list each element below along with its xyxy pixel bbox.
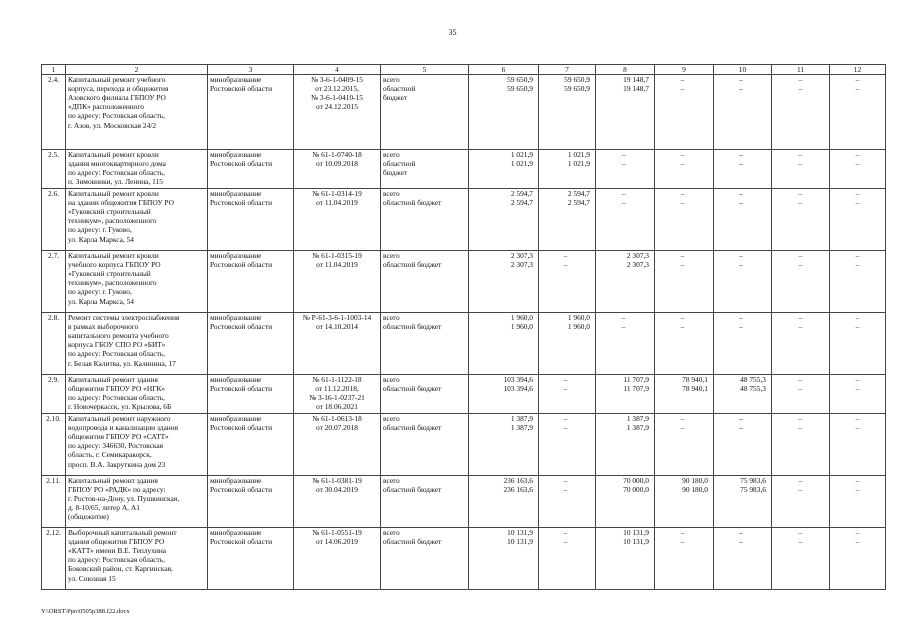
amount-col-10-value: 48 755,3 (740, 375, 766, 385)
funding-source-value: всего (383, 414, 400, 424)
amount-col-10 (714, 414, 772, 476)
table-row (42, 251, 886, 313)
funding-source-value: всего (383, 251, 400, 261)
amount-col-12-value: – (855, 476, 860, 486)
total-amount (469, 150, 539, 189)
amount-col-11-value: – (798, 150, 803, 160)
amount-col-11 (772, 251, 830, 313)
amount-col-11-value: – (798, 198, 803, 208)
amount-col-8-value: 70 000,0 (623, 476, 649, 486)
column-header-12: 12 (830, 65, 886, 75)
total-amount (469, 251, 539, 313)
amount-col-8-value: 10 131,9 (623, 537, 649, 547)
total-amount-value: 1 387,9 (510, 414, 533, 424)
total-amount-value: 2 307,3 (510, 251, 533, 261)
amount-col-10-value: – (739, 537, 743, 547)
amount-col-7-value: 2 594,7 (567, 198, 590, 208)
amount-col-12 (830, 313, 886, 375)
amount-col-12 (830, 476, 886, 528)
amount-col-10-value: – (739, 313, 743, 323)
total-amount-value: 103 394,6 (503, 384, 533, 394)
amount-col-10-value: – (739, 528, 743, 538)
amount-col-10-value: – (739, 423, 743, 433)
amount-col-9 (655, 313, 714, 375)
amount-col-10-value: 75 983,6 (740, 476, 766, 486)
amount-col-9 (655, 75, 714, 150)
amount-col-10-value: – (739, 414, 743, 424)
funding-source-value: всего (383, 150, 400, 160)
amount-col-9-value: – (680, 75, 685, 85)
amount-col-10 (714, 313, 772, 375)
total-amount-value: 10 131,9 (507, 528, 533, 538)
amount-col-9-value: – (680, 260, 685, 270)
total-amount (469, 414, 539, 476)
amount-col-11-value: – (798, 485, 803, 495)
table-row (42, 189, 886, 251)
amount-col-7 (539, 251, 596, 313)
page-number: 35 (448, 28, 457, 37)
amount-col-9 (655, 150, 714, 189)
table-row (42, 528, 886, 590)
amount-col-12-value: – (855, 485, 860, 495)
amount-col-8 (596, 150, 655, 189)
amount-col-9-value: – (680, 313, 685, 323)
amount-col-11-value: – (798, 528, 803, 538)
row-number: 2.10. (42, 414, 66, 476)
total-amount-value: 1 021,9 (510, 150, 533, 160)
funding-source (381, 75, 469, 150)
funding-source-value: областной бюджет (383, 322, 442, 332)
amount-col-11-value: – (798, 260, 803, 270)
total-amount (469, 528, 539, 590)
amount-col-7-value: 1 960,0 (567, 313, 590, 323)
amount-col-10 (714, 75, 772, 150)
amount-col-7 (539, 414, 596, 476)
amount-col-11-value: – (798, 384, 803, 394)
amount-col-8 (596, 75, 655, 150)
amount-col-12-value: – (855, 414, 860, 424)
amount-col-10-value: – (739, 198, 743, 208)
amount-col-8-value: 19 148,7 (623, 84, 649, 94)
amount-col-12 (830, 251, 886, 313)
column-header-5: 5 (381, 65, 469, 75)
amount-col-12-value: – (855, 322, 860, 332)
amount-col-10-value: 75 983,6 (740, 485, 766, 495)
amount-col-11-value: – (798, 476, 803, 486)
funding-source-value: всего (383, 528, 400, 538)
amount-col-8-value: – (621, 322, 626, 332)
amount-col-7 (539, 150, 596, 189)
amount-col-9-value: – (680, 537, 685, 547)
amount-col-8-value: – (621, 159, 626, 169)
total-amount-value: 59 650,9 (507, 84, 533, 94)
amount-col-10 (714, 476, 772, 528)
column-header-1: 1 (42, 65, 66, 75)
amount-col-10-value: – (739, 75, 743, 85)
amount-col-8 (596, 375, 655, 414)
amount-col-10-value: – (739, 159, 743, 169)
amount-col-8-value: 1 387,9 (626, 423, 649, 433)
funding-source-value: всего (383, 313, 400, 323)
funding-source-value: всего (383, 189, 400, 199)
amount-col-10 (714, 375, 772, 414)
total-amount-value: 10 131,9 (507, 537, 533, 547)
amount-col-7-value: – (563, 528, 568, 538)
amount-col-12-value: – (855, 423, 860, 433)
column-header-3: 3 (208, 65, 294, 75)
funding-source-value: областной бюджет (383, 423, 442, 433)
document-ref: № 61-1-0613-18 от 20.07.2018 (294, 414, 381, 476)
funding-source-value: областной бюджет (383, 84, 416, 103)
amount-col-9-value: – (680, 189, 685, 199)
funding-source (381, 414, 469, 476)
responsible-org: минобразование Ростовской области (208, 189, 294, 251)
object-name: Ремонт системы электроснабжения в рамках выборочного капитального ремонта учебного корпуса ГБОУ СПО РО «БИТ» по адресу: Ростовская область, г. Белая Калитва, ул. Калинина, 17 (66, 313, 208, 375)
amount-col-8 (596, 251, 655, 313)
row-number: 2.12. (42, 528, 66, 590)
amount-col-10-value: – (739, 251, 743, 261)
total-amount-value: 1 387,9 (510, 423, 533, 433)
responsible-org: минобразование Ростовской области (208, 75, 294, 150)
amount-col-12-value: – (855, 150, 860, 160)
amount-col-11-value: – (798, 322, 803, 332)
amount-col-8-value: 19 148,7 (623, 75, 649, 85)
amount-col-12-value: – (855, 313, 860, 323)
amount-col-12 (830, 75, 886, 150)
amount-col-9-value: 78 940,1 (682, 384, 708, 394)
object-name: Капитальный ремонт здания общежития ГБПОУ РО «НГК» по адресу: Ростовская область, г. Новочеркасск, ул. Крылова, 6Б (66, 375, 208, 414)
amount-col-12 (830, 375, 886, 414)
amount-col-12 (830, 189, 886, 251)
amount-col-8-value: – (621, 313, 626, 323)
amount-col-11 (772, 189, 830, 251)
amount-col-8-value: 2 307,3 (626, 251, 649, 261)
amount-col-11-value: – (798, 159, 803, 169)
amount-col-7 (539, 476, 596, 528)
amount-col-11-value: – (798, 375, 803, 385)
total-amount-value: 1 960,0 (510, 313, 533, 323)
object-name: Капитальный ремонт кровли на здании общежития ГБПОУ РО «Гуковский строительный техникум», расположенного по адресу: г. Гуково, ул. Карла Маркса, 54 (66, 189, 208, 251)
amount-col-9-value: – (680, 251, 685, 261)
amount-col-7 (539, 75, 596, 150)
responsible-org: минобразование Ростовской области (208, 476, 294, 528)
amount-col-10-value: – (739, 84, 743, 94)
amount-col-10-value: – (739, 150, 743, 160)
funding-source-value: областной бюджет (383, 384, 442, 394)
amount-col-12-value: – (855, 198, 860, 208)
amount-col-7 (539, 528, 596, 590)
amount-col-12-value: – (855, 251, 860, 261)
object-name: Капитальный ремонт наружного водопровода и канализации здания общежития ГБПОУ РО «САТТ» по адресу: 346630, Ростовская область, г. Семикаракорск, просп. В.А. Закруткина дом 23 (66, 414, 208, 476)
amount-col-8-value: – (621, 150, 626, 160)
document-ref: № 61-1-0314-19 от 11.04.2019 (294, 189, 381, 251)
total-amount (469, 476, 539, 528)
amount-col-7-value: – (563, 423, 568, 433)
amount-col-8 (596, 189, 655, 251)
document-ref: № 61-1-0740-18 от 10.09.2018 (294, 150, 381, 189)
amount-col-9-value: – (680, 150, 685, 160)
amount-col-9-value: – (680, 528, 685, 538)
column-header-7: 7 (539, 65, 596, 75)
total-amount-value: 59 650,9 (507, 75, 533, 85)
responsible-org: минобразование Ростовской области (208, 414, 294, 476)
table-body (42, 65, 886, 590)
document-ref: № 3-6-1-0409-15 от 23.12.2015, № 3-6-1-0410-15 от 24.12.2015 (294, 75, 381, 150)
total-amount-value: 1 021,9 (510, 159, 533, 169)
responsible-org: минобразование Ростовской области (208, 251, 294, 313)
object-name: Капитальный ремонт здания ГБПОУ РО «РАДК» по адресу: г. Ростов-на-Дону, ул. Пушкинская, д. 8-10/65, литер А, А1 (общежитие) (66, 476, 208, 528)
table-row (42, 414, 886, 476)
amount-col-11 (772, 150, 830, 189)
amount-col-9-value: – (680, 414, 685, 424)
responsible-org: минобразование Ростовской области (208, 150, 294, 189)
amount-col-11-value: – (798, 189, 803, 199)
amount-col-7-value: 59 650,9 (564, 75, 590, 85)
amount-col-11-value: – (798, 84, 803, 94)
amount-col-9 (655, 476, 714, 528)
amount-col-12-value: – (855, 84, 860, 94)
amount-col-11 (772, 75, 830, 150)
amount-col-12-value: – (855, 189, 860, 199)
column-header-2: 2 (66, 65, 208, 75)
amount-col-8-value: 2 307,3 (626, 260, 649, 270)
column-header-9: 9 (655, 65, 714, 75)
total-amount (469, 375, 539, 414)
amount-col-9-value: – (680, 423, 685, 433)
amount-col-9 (655, 251, 714, 313)
amount-col-7-value: – (563, 537, 568, 547)
amount-col-7-value: – (563, 414, 568, 424)
column-header-4: 4 (294, 65, 381, 75)
amount-col-8-value: – (621, 198, 626, 208)
amount-col-9 (655, 528, 714, 590)
total-amount-value: 1 960,0 (510, 322, 533, 332)
row-number: 2.7. (42, 251, 66, 313)
funding-source-value: областной бюджет (383, 537, 442, 547)
total-amount (469, 75, 539, 150)
amount-col-8 (596, 313, 655, 375)
table-row (42, 476, 886, 528)
amount-col-9 (655, 375, 714, 414)
funding-source-value: всего (383, 75, 400, 85)
row-number: 2.11. (42, 476, 66, 528)
amount-col-7 (539, 189, 596, 251)
funding-source (381, 251, 469, 313)
amount-col-11-value: – (798, 414, 803, 424)
amount-col-10-value: 48 755,3 (740, 384, 766, 394)
funding-source (381, 476, 469, 528)
amount-col-11-value: – (798, 313, 803, 323)
amount-col-7 (539, 313, 596, 375)
row-number: 2.6. (42, 189, 66, 251)
object-name: Капитальный ремонт кровли учебного корпуса ГБПОУ РО «Гуковский строительный техникум», расположенного по адресу: г. Гуково, ул. Карла Маркса, 54 (66, 251, 208, 313)
amount-col-8-value: 11 707,9 (623, 375, 649, 385)
row-number: 2.8. (42, 313, 66, 375)
amount-col-7-value: – (563, 375, 568, 385)
total-amount-value: 2 594,7 (510, 189, 533, 199)
row-number: 2.5. (42, 150, 66, 189)
document-ref: № Р-61-3-6-1-1003-14 от 14.10.2014 (294, 313, 381, 375)
amount-col-9-value: 78 940,1 (682, 375, 708, 385)
amount-col-7-value: – (563, 260, 568, 270)
amount-col-12-value: – (855, 528, 860, 538)
responsible-org: минобразование Ростовской области (208, 375, 294, 414)
amount-col-7-value: – (563, 485, 568, 495)
amount-col-7-value: 1 960,0 (567, 322, 590, 332)
amount-col-9-value: 90 180,0 (682, 485, 708, 495)
amount-col-7-value: – (563, 476, 568, 486)
amount-col-7-value: 59 650,9 (564, 84, 590, 94)
funding-source (381, 528, 469, 590)
amount-col-11 (772, 476, 830, 528)
total-amount (469, 189, 539, 251)
amount-col-9 (655, 189, 714, 251)
amount-col-8 (596, 476, 655, 528)
total-amount (469, 313, 539, 375)
object-name: Капитальный ремонт учебного корпуса, перехода и общежития Азовского филиала ГБПОУ РО «ДПК» расположенного по адресу: Ростовская область, г. Азов, ул. Московская 24/2 (66, 75, 208, 150)
amount-col-9 (655, 414, 714, 476)
column-header-11: 11 (772, 65, 830, 75)
funding-source-value: областной бюджет (383, 260, 442, 270)
amount-col-11-value: – (798, 75, 803, 85)
amount-col-8-value: 10 131,9 (623, 528, 649, 538)
amount-col-12-value: – (855, 384, 860, 394)
amount-col-12 (830, 414, 886, 476)
responsible-org: минобразование Ростовской области (208, 528, 294, 590)
amount-col-12 (830, 150, 886, 189)
funding-source-value: областной бюджет (383, 198, 442, 208)
amount-col-10 (714, 150, 772, 189)
total-amount-value: 236 163,6 (503, 476, 533, 486)
funding-source-value: всего (383, 375, 400, 385)
funding-source (381, 375, 469, 414)
document-ref: № 61-1-0381-19 от 30.04.2019 (294, 476, 381, 528)
amount-col-11 (772, 375, 830, 414)
funding-source-value: областной бюджет (383, 485, 442, 495)
amount-col-10-value: – (739, 189, 743, 199)
budget-table (41, 64, 886, 590)
amount-col-7-value: 1 021,9 (567, 150, 590, 160)
amount-col-7 (539, 375, 596, 414)
amount-col-11 (772, 414, 830, 476)
amount-col-12-value: – (855, 537, 860, 547)
amount-col-10-value: – (739, 322, 743, 332)
document-ref: № 61-1-0315-19 от 11.04.2019 (294, 251, 381, 313)
responsible-org: минобразование Ростовской области (208, 313, 294, 375)
funding-source-value: всего (383, 476, 400, 486)
amount-col-9-value: – (680, 198, 685, 208)
amount-col-12-value: – (855, 260, 860, 270)
amount-col-12 (830, 528, 886, 590)
total-amount-value: 2 594,7 (510, 198, 533, 208)
total-amount-value: 236 163,6 (503, 485, 533, 495)
amount-col-9-value: – (680, 322, 685, 332)
funding-source-value: областной бюджет (383, 159, 416, 178)
amount-col-11-value: – (798, 423, 803, 433)
row-number: 2.4. (42, 75, 66, 150)
table-row (42, 375, 886, 414)
table-row (42, 150, 886, 189)
amount-col-8-value: 1 387,9 (626, 414, 649, 424)
row-number: 2.9. (42, 375, 66, 414)
amount-col-11 (772, 528, 830, 590)
funding-source (381, 313, 469, 375)
funding-source (381, 189, 469, 251)
object-name: Капитальный ремонт кровли здания многоквартирного дома по адресу: Ростовская область, п. Зимовники, ул. Ленина, 115 (66, 150, 208, 189)
document-ref: № 61-1-0551-19 от 14.06.2019 (294, 528, 381, 590)
column-number-row (42, 65, 886, 75)
column-header-10: 10 (714, 65, 772, 75)
document-ref: № 61-1-1122-18 от 11.12.2018, № 3-16-1-0237-21 от 18.06.2021 (294, 375, 381, 414)
column-header-8: 8 (596, 65, 655, 75)
amount-col-8 (596, 528, 655, 590)
amount-col-9-value: – (680, 84, 685, 94)
object-name: Выборочный капитальный ремонт здания общежития ГБПОУ РО «КАТТ» имени В.Е. Теплухина по адресу: Ростовская область, Боковский район, ст. Каргинская, ул. Союзная 15 (66, 528, 208, 590)
amount-col-7-value: 1 021,9 (567, 159, 590, 169)
total-amount-value: 2 307,3 (510, 260, 533, 270)
amount-col-8-value: – (621, 189, 626, 199)
amount-col-10 (714, 251, 772, 313)
amount-col-7-value: – (563, 384, 568, 394)
amount-col-12-value: – (855, 159, 860, 169)
funding-source (381, 150, 469, 189)
amount-col-9-value: – (680, 159, 685, 169)
amount-col-7-value: 2 594,7 (567, 189, 590, 199)
amount-col-12-value: – (855, 75, 860, 85)
amount-col-10-value: – (739, 260, 743, 270)
column-header-6: 6 (469, 65, 539, 75)
table-row (42, 75, 886, 150)
amount-col-7-value: – (563, 251, 568, 261)
amount-col-11-value: – (798, 251, 803, 261)
footer-file-path: Y:\ORST\Ppo\0505p388.f22.docx (41, 608, 130, 615)
table-row (42, 313, 886, 375)
amount-col-8-value: 11 707,9 (623, 384, 649, 394)
amount-col-12-value: – (855, 375, 860, 385)
amount-col-8-value: 70 000,0 (623, 485, 649, 495)
amount-col-10 (714, 189, 772, 251)
amount-col-11 (772, 313, 830, 375)
amount-col-8 (596, 414, 655, 476)
amount-col-11-value: – (798, 537, 803, 547)
amount-col-10 (714, 528, 772, 590)
amount-col-9-value: 90 180,0 (682, 476, 708, 486)
total-amount-value: 103 394,6 (503, 375, 533, 385)
